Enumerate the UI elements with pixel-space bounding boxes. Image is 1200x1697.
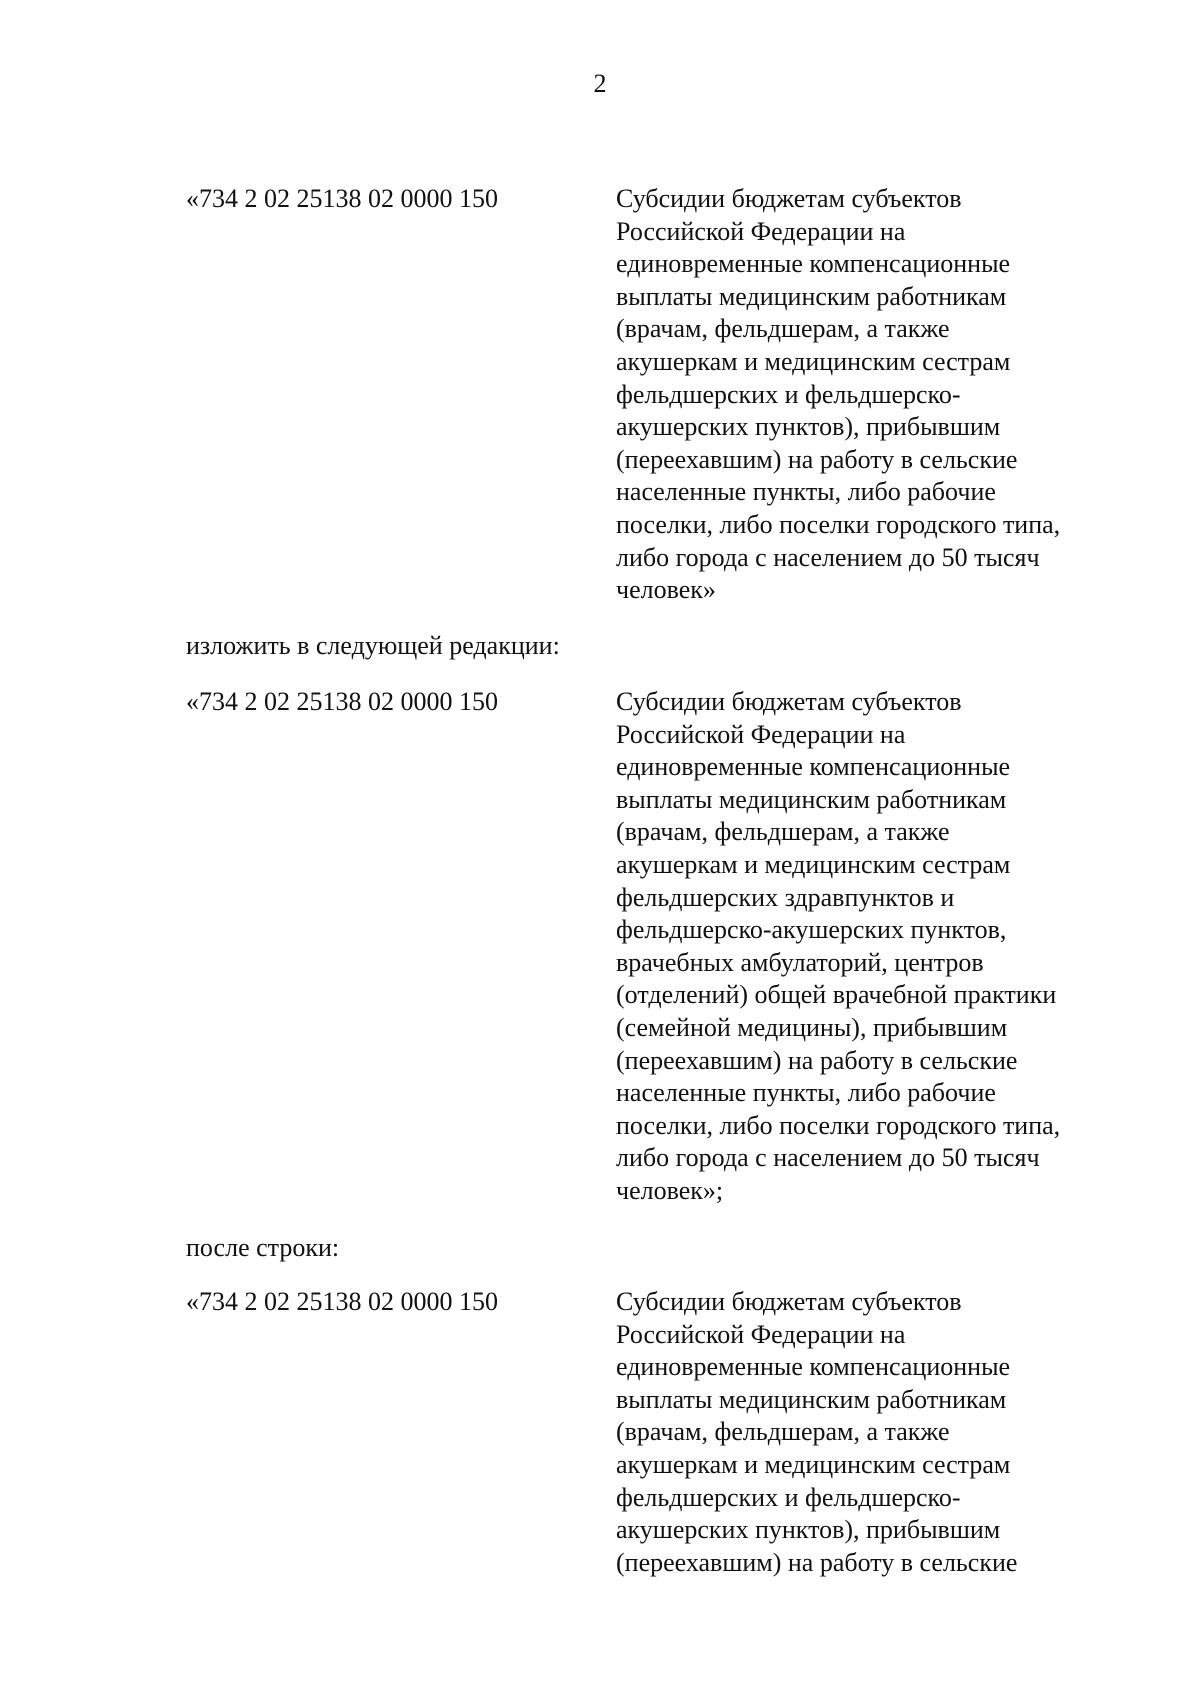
description-line: человек»: [616, 575, 716, 605]
description-line: выплаты медицинским работникам: [616, 1384, 1007, 1414]
description-line: фельдшерских и фельдшерско-: [616, 1482, 961, 1512]
description-line: поселки, либо поселки городского типа,: [616, 1110, 1061, 1140]
description-line: Российской Федерации на: [616, 1319, 906, 1349]
description-line: либо города с населением до 50 тысяч: [616, 1143, 1040, 1173]
description-line: Российской Федерации на: [616, 719, 906, 749]
description-line: единовременные компенсационные: [616, 1352, 1011, 1382]
description-line: акушерских пунктов), прибывшим: [616, 412, 1001, 442]
description-line: акушерских пунктов), прибывшим: [616, 1515, 1001, 1545]
description-line: акушеркам и медицинским сестрам: [616, 1449, 1011, 1479]
description-line: населенные пункты, либо рабочие: [616, 477, 996, 507]
description-line: человек»;: [616, 1175, 724, 1205]
description-line: (переехавшим) на работу в сельские: [616, 444, 1018, 474]
description-line: врачебных амбулаторий, центров: [616, 947, 984, 977]
description-line: (переехавшим) на работу в сельские: [616, 1045, 1018, 1075]
instruction-paragraph: после строки:: [186, 1233, 340, 1262]
description-line: (врачам, фельдшерам, а также: [616, 314, 950, 344]
instruction-paragraph: изложить в следующей редакции:: [186, 631, 560, 660]
description-line: выплаты медицинским работникам: [616, 784, 1007, 814]
entry-description: [616, 183, 1136, 607]
description-line: выплаты медицинским работникам: [616, 281, 1007, 311]
description-line: (семейной медицины), прибывшим: [616, 1012, 1008, 1042]
description-line: фельдшерских здравпунктов и: [616, 882, 955, 912]
description-line: либо города с населением до 50 тысяч: [616, 542, 1040, 572]
description-line: населенные пункты, либо рабочие: [616, 1078, 996, 1108]
description-line: акушеркам и медицинским сестрам: [616, 346, 1011, 376]
description-line: Субсидии бюджетам субъектов: [616, 184, 962, 213]
entry-code: «734 2 02 25138 02 0000 150: [186, 1287, 498, 1316]
description-line: поселки, либо поселки городского типа,: [616, 509, 1061, 539]
description-line: (врачам, фельдшерам, а также: [616, 817, 950, 847]
entry-description: [616, 686, 1136, 1208]
entry-description: [616, 1286, 1136, 1579]
description-line: единовременные компенсационные: [616, 752, 1011, 782]
description-line: (врачам, фельдшерам, а также: [616, 1417, 950, 1447]
description-line: (переехавшим) на работу в сельские: [616, 1547, 1018, 1577]
entry-code: «734 2 02 25138 02 0000 150: [186, 687, 498, 716]
description-line: Субсидии бюджетам субъектов: [616, 687, 962, 716]
page-number: 2: [593, 69, 607, 98]
description-line: фельдшерско-акушерских пунктов,: [616, 915, 1007, 945]
description-line: акушеркам и медицинским сестрам: [616, 849, 1011, 879]
description-line: единовременные компенсационные: [616, 249, 1011, 279]
description-line: фельдшерских и фельдшерско-: [616, 379, 961, 409]
description-line: Субсидии бюджетам субъектов: [616, 1287, 962, 1316]
description-line: Российской Федерации на: [616, 216, 906, 246]
description-line: (отделений) общей врачебной практики: [616, 980, 1057, 1010]
entry-code: «734 2 02 25138 02 0000 150: [186, 184, 498, 213]
